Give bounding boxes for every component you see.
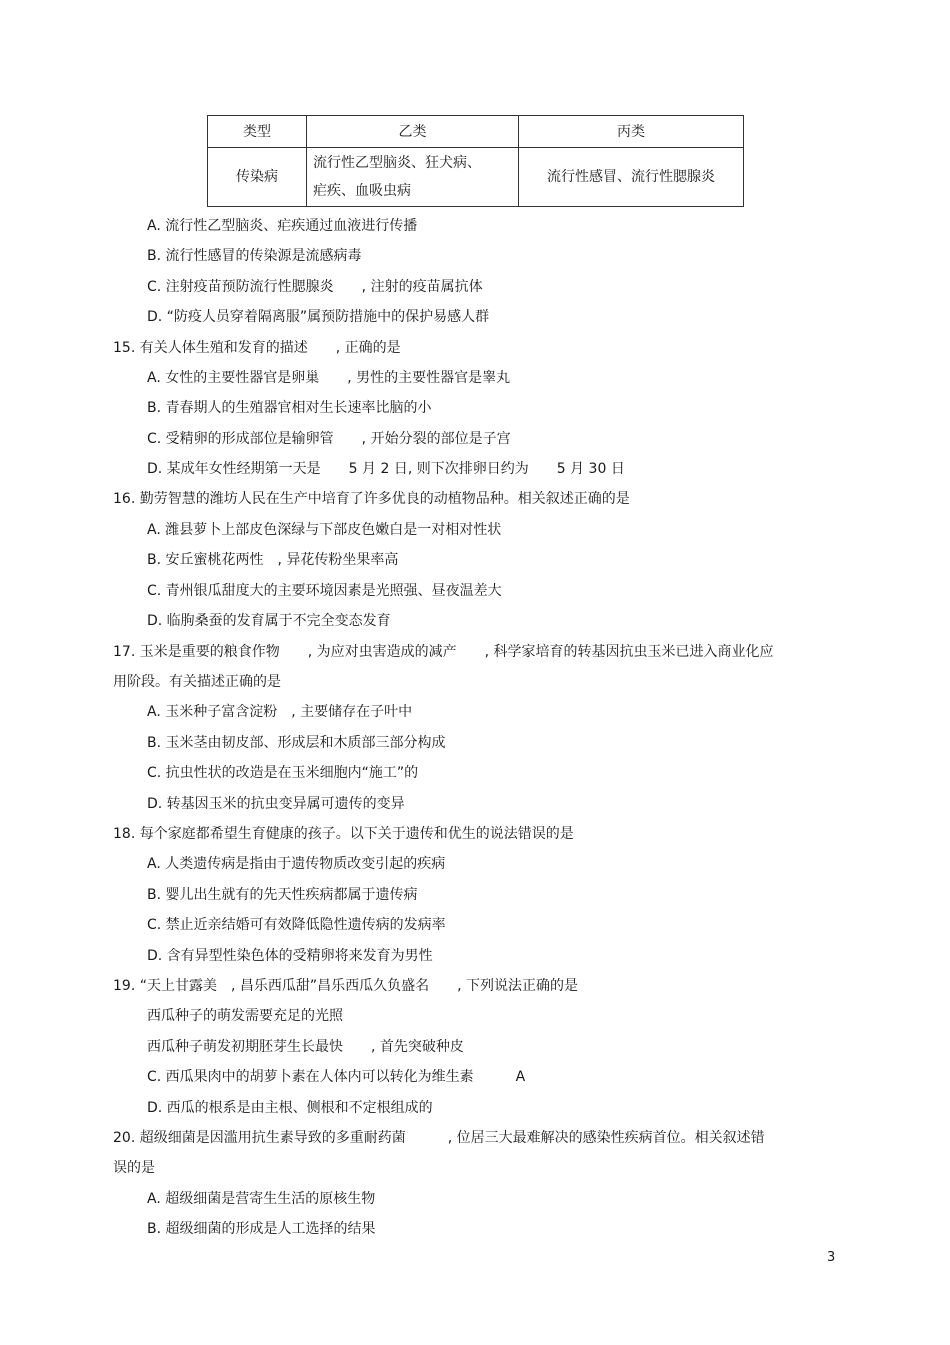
q20-stem-line-2: 误的是 xyxy=(113,1160,155,1176)
class-bing-diseases: 流行性感冒、流行性腮腺炎 xyxy=(519,148,744,207)
q16-stem: 16. 勤劳智慧的潍坊人民在生产中培育了许多优良的动植物品种。相关叙述正确的是 xyxy=(113,491,630,507)
q16-option-d: D. 临朐桑蚕的发育属于不完全变态发育 xyxy=(147,613,391,629)
q19-option-a: 西瓜种子的萌发需要充足的光照 xyxy=(147,1008,343,1024)
q15-option-c: C. 受精卵的形成部位是输卵管 , 开始分裂的部位是子宫 xyxy=(147,431,511,447)
q19-option-d: D. 西瓜的根系是由主根、侧根和不定根组成的 xyxy=(147,1100,433,1116)
q14-option-a: A. 流行性乙型脑炎、疟疾通过血液进行传播 xyxy=(147,218,418,234)
q15-stem: 15. 有关人体生殖和发育的描述 , 正确的是 xyxy=(113,340,401,356)
q16-option-c: C. 青州银瓜甜度大的主要环境因素是光照强、昼夜温差大 xyxy=(147,583,502,599)
q17-option-b: B. 玉米茎由韧皮部、形成层和木质部三部分构成 xyxy=(147,735,446,751)
q17-option-d: D. 转基因玉米的抗虫变异属可遗传的变异 xyxy=(147,796,405,812)
q18-option-d: D. 含有异型性染色体的受精卵将来发育为男性 xyxy=(147,948,433,964)
q18-option-b: B. 婴儿出生就有的先天性疾病都属于遗传病 xyxy=(147,887,418,903)
page-number: 3 xyxy=(827,1250,836,1265)
q15-option-a: A. 女性的主要性器官是卵巢 , 男性的主要性器官是睾丸 xyxy=(147,370,511,386)
q20-option-b: B. 超级细菌的形成是人工选择的结果 xyxy=(147,1221,376,1237)
class-yi-line-1: 流行性乙型脑炎、狂犬病、 xyxy=(313,155,481,171)
q14-option-d: D. “防疫人员穿着隔离服”属预防措施中的保护易感人群 xyxy=(147,309,490,325)
header-class-bing: 丙类 xyxy=(519,116,744,148)
q17-stem-line-1: 17. 玉米是重要的粮食作物 , 为应对虫害造成的减产 , 科学家培育的转基因抗虫玉米已进入商业化应 xyxy=(113,644,774,660)
table-row xyxy=(208,148,744,207)
class-yi-diseases xyxy=(307,148,519,207)
q19-option-b: 西瓜种子萌发初期胚芽生长最快 , 首先突破种皮 xyxy=(147,1039,464,1055)
header-type: 类型 xyxy=(208,116,307,148)
q18-option-c: C. 禁止近亲结婚可有效降低隐性遗传病的发病率 xyxy=(147,917,446,933)
q18-option-a: A. 人类遗传病是指由于遗传物质改变引起的疾病 xyxy=(147,856,446,872)
class-yi-line-2: 疟疾、血吸虫病 xyxy=(313,183,411,199)
q17-option-c: C. 抗虫性状的改造是在玉米细胞内“施工”的 xyxy=(147,765,419,781)
row-label: 传染病 xyxy=(208,148,307,207)
header-class-yi: 乙类 xyxy=(307,116,519,148)
q16-option-b: B. 安丘蜜桃花两性 , 异花传粉坐果率高 xyxy=(147,552,399,568)
q17-option-a: A. 玉米种子富含淀粉 , 主要储存在子叶中 xyxy=(147,704,413,720)
q15-option-b: B. 青春期人的生殖器官相对生长速率比脑的小 xyxy=(147,400,432,416)
table-header-row xyxy=(208,116,744,148)
q19-stem: 19. “天上甘露美 , 昌乐西瓜甜”昌乐西瓜久负盛名 , 下列说法正确的是 xyxy=(113,978,579,994)
q14-option-b: B. 流行性感冒的传染源是流感病毒 xyxy=(147,248,362,264)
disease-classification-table xyxy=(207,115,744,207)
q20-stem-line-1: 20. 超级细菌是因滥用抗生素导致的多重耐药菌 , 位居三大最难解决的感染性疾病首位。相关叙述错 xyxy=(113,1130,765,1146)
q17-stem-line-2: 用阶段。有关描述正确的是 xyxy=(113,674,281,690)
q19-option-c: C. 西瓜果肉中的胡萝卜素在人体内可以转化为维生素 A xyxy=(147,1069,526,1085)
q16-option-a: A. 潍县萝卜上部皮色深绿与下部皮色嫩白是一对相对性状 xyxy=(147,522,502,538)
q14-option-c: C. 注射疫苗预防流行性腮腺炎 , 注射的疫苗属抗体 xyxy=(147,279,483,295)
q15-option-d: D. 某成年女性经期第一天是 5 月 2 日, 则下次排卵日约为 5 月 30 日 xyxy=(147,461,625,477)
q20-option-a: A. 超级细菌是营寄生生活的原核生物 xyxy=(147,1191,376,1207)
q18-stem: 18. 每个家庭都希望生育健康的孩子。以下关于遗传和优生的说法错误的是 xyxy=(113,826,574,842)
